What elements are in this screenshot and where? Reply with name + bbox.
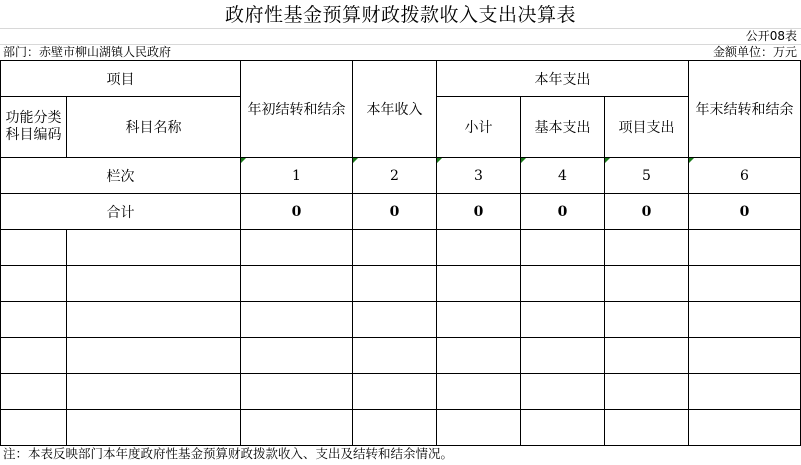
- empty-cell[interactable]: [605, 374, 689, 410]
- column-index-cell: 3: [437, 158, 521, 194]
- empty-cell[interactable]: [241, 266, 353, 302]
- cell-marker: [521, 158, 526, 163]
- empty-cell[interactable]: [241, 230, 353, 266]
- header-func-code: 功能分类科目编码: [1, 97, 67, 158]
- empty-cell[interactable]: [353, 338, 437, 374]
- total-value: 0: [353, 194, 437, 230]
- column-index-row: [1, 158, 801, 194]
- total-value: 0: [437, 194, 521, 230]
- empty-cell[interactable]: [437, 374, 521, 410]
- empty-cell[interactable]: [1, 230, 67, 266]
- column-index-cell: 2: [353, 158, 437, 194]
- cell-marker: [689, 158, 694, 163]
- empty-cell[interactable]: [1, 410, 67, 446]
- empty-cell[interactable]: [353, 266, 437, 302]
- total-value: 0: [689, 194, 801, 230]
- empty-cell[interactable]: [241, 374, 353, 410]
- empty-cell[interactable]: [605, 338, 689, 374]
- cell-marker: [437, 158, 442, 163]
- footnote: 注：本表反映部门本年度政府性基金预算财政拨款收入、支出及结转和结余情况。: [3, 446, 454, 461]
- empty-cell[interactable]: [241, 410, 353, 446]
- header-begin-balance: 年初结转和结余: [241, 61, 353, 158]
- empty-cell[interactable]: [437, 302, 521, 338]
- empty-cell[interactable]: [1, 374, 67, 410]
- column-index-label: 栏次: [1, 158, 241, 194]
- empty-cell[interactable]: [1, 266, 67, 302]
- cell-marker: [241, 158, 246, 163]
- empty-cell[interactable]: [521, 266, 605, 302]
- amount-unit-label: 金额单位：万元: [712, 45, 797, 59]
- empty-cell[interactable]: [521, 302, 605, 338]
- header-subtotal: 小计: [437, 97, 521, 158]
- department-label: 部门：赤壁市柳山湖镇人民政府: [3, 45, 172, 59]
- table-row: [1, 266, 801, 302]
- table-row: [1, 338, 801, 374]
- sheet-gridline: [0, 28, 801, 29]
- empty-cell[interactable]: [67, 410, 241, 446]
- empty-cell[interactable]: [241, 338, 353, 374]
- column-index-cell: 6: [689, 158, 801, 194]
- empty-cell[interactable]: [353, 302, 437, 338]
- cell-marker: [353, 158, 358, 163]
- empty-cell[interactable]: [521, 374, 605, 410]
- header-basic-expense: 基本支出: [521, 97, 605, 158]
- empty-cell[interactable]: [689, 374, 801, 410]
- empty-cell[interactable]: [689, 338, 801, 374]
- empty-cell[interactable]: [241, 302, 353, 338]
- empty-cell[interactable]: [437, 266, 521, 302]
- table-row: [1, 302, 801, 338]
- empty-cell[interactable]: [689, 266, 801, 302]
- empty-cell[interactable]: [689, 410, 801, 446]
- empty-cell[interactable]: [353, 410, 437, 446]
- header-end-balance: 年末结转和结余: [689, 61, 801, 158]
- empty-cell[interactable]: [437, 338, 521, 374]
- table-row: [1, 410, 801, 446]
- empty-cell[interactable]: [353, 230, 437, 266]
- empty-cell[interactable]: [67, 374, 241, 410]
- report-title: 政府性基金预算财政拨款收入支出决算表: [224, 4, 576, 26]
- empty-cell[interactable]: [605, 266, 689, 302]
- empty-cell[interactable]: [437, 230, 521, 266]
- empty-cell[interactable]: [1, 338, 67, 374]
- empty-cell[interactable]: [689, 302, 801, 338]
- empty-cell[interactable]: [689, 230, 801, 266]
- empty-cell[interactable]: [67, 230, 241, 266]
- total-value: 0: [521, 194, 605, 230]
- empty-cell[interactable]: [1, 302, 67, 338]
- empty-cell[interactable]: [67, 266, 241, 302]
- table-row: [1, 230, 801, 266]
- empty-cell[interactable]: [605, 410, 689, 446]
- empty-cell[interactable]: [437, 410, 521, 446]
- total-label: 合计: [1, 194, 241, 230]
- empty-cell[interactable]: [605, 230, 689, 266]
- total-value: 0: [241, 194, 353, 230]
- empty-cell[interactable]: [521, 230, 605, 266]
- column-index-cell: 1: [241, 158, 353, 194]
- form-number: 公开08表: [745, 29, 797, 43]
- header-project-expense: 项目支出: [605, 97, 689, 158]
- total-row: [1, 194, 801, 230]
- header-subject-name: 科目名称: [67, 97, 241, 158]
- empty-cell[interactable]: [605, 302, 689, 338]
- column-index-cell: 4: [521, 158, 605, 194]
- empty-cell[interactable]: [521, 410, 605, 446]
- header-item: 项目: [1, 61, 241, 97]
- header-income: 本年收入: [353, 61, 437, 158]
- table-row: [1, 374, 801, 410]
- total-value: 0: [605, 194, 689, 230]
- empty-cell[interactable]: [521, 338, 605, 374]
- header-expense: 本年支出: [437, 61, 689, 97]
- column-index-cell: 5: [605, 158, 689, 194]
- empty-cell[interactable]: [67, 338, 241, 374]
- fund-budget-table: [0, 60, 801, 446]
- empty-cell[interactable]: [353, 374, 437, 410]
- cell-marker: [605, 158, 610, 163]
- empty-cell[interactable]: [67, 302, 241, 338]
